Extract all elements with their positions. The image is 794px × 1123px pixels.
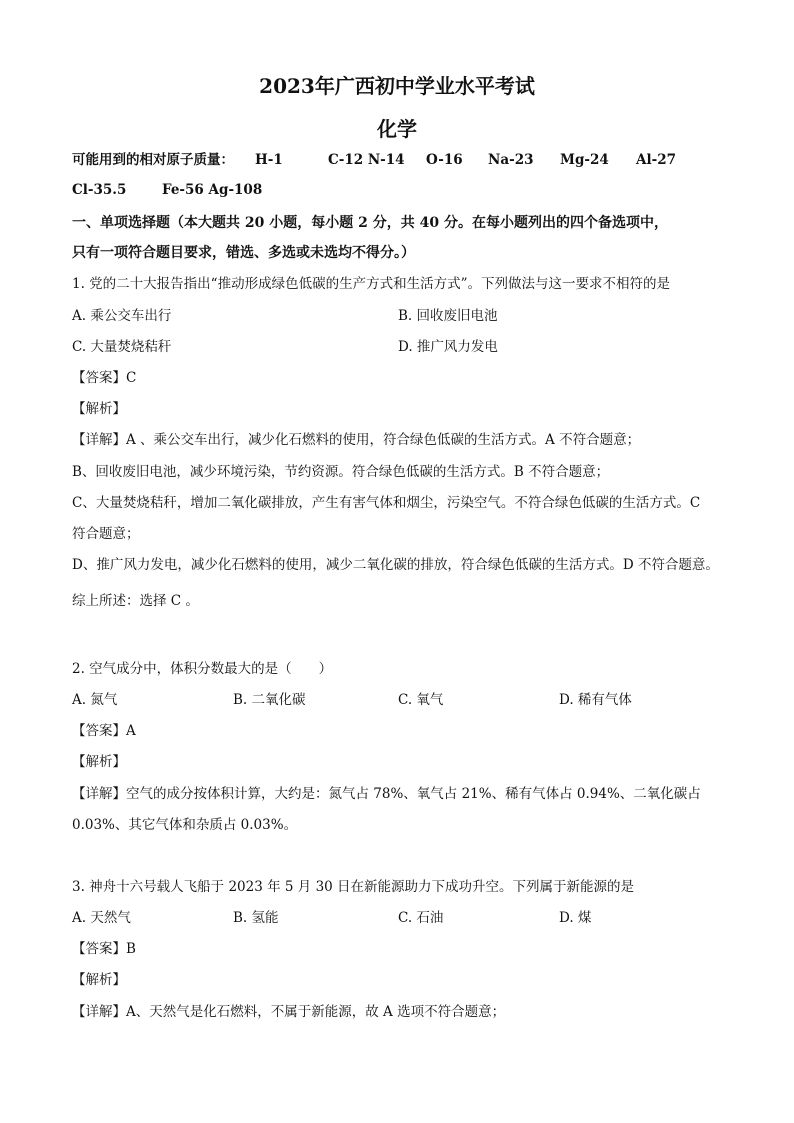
detail-line: 【详解】空气的成分按体积计算，大约是：氮气占 78%、氧气占 21%、稀有气体占 0.94%、二氧化碳占 [72,786,701,802]
atomic-mass-item: Mg-24 [560,152,609,168]
atomic-mass-item: Al-27 [636,152,676,168]
analysis-label: 【解析】 [72,401,126,417]
question-option: D. 推广风力发电 [398,339,498,355]
question-option: B. 氢能 [233,910,279,926]
question-option: B. 回收废旧电池 [398,308,498,324]
atomic-mass-item: Cl-35.5 [72,182,127,198]
subject-title: 化学 [377,117,417,141]
detail-line: 0.03%、其它气体和杂质占 0.03%。 [72,817,298,833]
exam-title: 2023年广西初中学业水平考试 [259,74,535,98]
question-stem: 3. 神舟十六号载人飞船于 2023 年 5 月 30 日在新能源助力下成功升空。下列属于新能源的是 [72,879,635,895]
analysis-label: 【解析】 [72,754,126,770]
detail-line: B、回收废旧电池，减少环境污染，节约资源。符合绿色低碳的生活方式。B 不符合题意； [72,464,610,480]
question-option: A. 氮气 [72,692,118,708]
question-option: C. 氧气 [398,692,444,708]
detail-line: 【详解】A 、乘公交车出行，减少化石燃料的使用，符合绿色低碳的生活方式。A 不符合题意； [72,432,641,448]
question-option: A. 乘公交车出行 [72,308,172,324]
section-heading: 一、单项选择题（本大题共 20 小题，每小题 2 分，共 40 分。在每小题列出的四个备选项中， [72,215,668,231]
detail-line: C、大量焚烧秸秆，增加二氧化碳排放，产生有害气体和烟尘，污染空气。不符合绿色低碳的生活方式。C [72,495,701,511]
question-option: C. 石油 [398,910,444,926]
detail-line: 综上所述：选择 C 。 [72,593,199,609]
question-option: A. 天然气 [72,910,131,926]
analysis-label: 【解析】 [72,972,126,988]
answer-label: 【答案】C [72,370,137,386]
question-option: D. 煤 [559,910,592,926]
detail-line: 【详解】A、天然气是化石燃料，不属于新能源，故 A 选项不符合题意； [72,1004,506,1020]
question-stem: 2. 空气成分中，体积分数最大的是（ ） [72,661,333,677]
atomic-mass-label: 可能用到的相对原子质量： [72,152,234,168]
answer-label: 【答案】A [72,723,136,739]
atomic-mass-item: H-1 [255,152,283,168]
atomic-mass-item: Na-23 [488,152,534,168]
detail-line: 符合题意； [72,526,140,542]
answer-label: 【答案】B [72,941,136,957]
atomic-mass-item: Fe-56 Ag-108 [162,182,263,198]
atomic-mass-item: O-16 [426,152,463,168]
question-option: B. 二氧化碳 [233,692,306,708]
atomic-mass-item: C-12 N-14 [328,152,405,168]
detail-line: D、推广风力发电，减少化石燃料的使用，减少二氧化碳的排放，符合绿色低碳的生活方式。D 不符合题意。 [72,557,719,573]
question-option: C. 大量焚烧秸秆 [72,339,172,355]
section-heading: 只有一项符合题目要求，错选、多选或未选均不得分。） [72,245,415,261]
question-stem: 1. 党的二十大报告指出“推动形成绿色低碳的生产方式和生活方式”。下列做法与这一要求不相符的是 [72,276,670,292]
question-option: D. 稀有气体 [559,692,632,708]
